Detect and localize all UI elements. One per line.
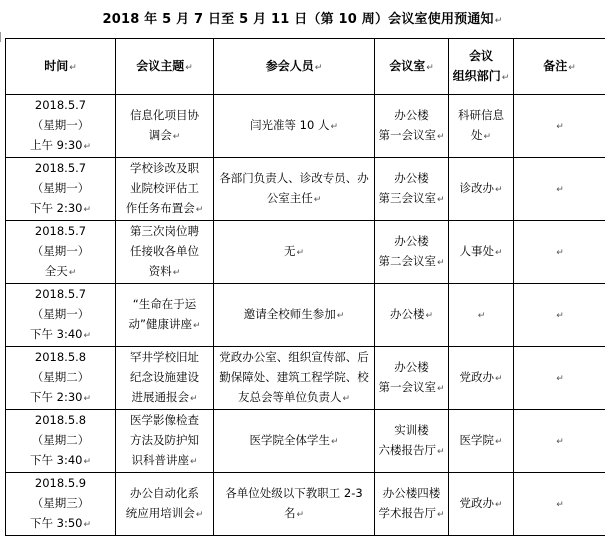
paragraph-mark: ↵ xyxy=(495,185,503,195)
cell-line xyxy=(214,503,374,525)
cell-attendees xyxy=(214,158,375,221)
cell-text: （星期一） xyxy=(32,307,90,321)
cell-note xyxy=(514,473,605,536)
cell-line xyxy=(449,493,513,515)
cell-organizer xyxy=(449,347,514,410)
cell-text: 科研信息 xyxy=(458,108,504,122)
cell-organizer xyxy=(449,284,514,347)
cell-line xyxy=(6,410,115,430)
cell-line xyxy=(375,231,448,251)
paragraph-mark: ↵ xyxy=(495,16,503,26)
paragraph-mark: ↵ xyxy=(193,321,201,331)
cell-line xyxy=(6,261,115,283)
table-body xyxy=(6,95,605,536)
cell-text: 组织部门 xyxy=(453,69,501,83)
cell-line xyxy=(449,66,513,88)
cell-text: 各单位处级以下教职工 2-3 xyxy=(225,486,362,500)
cell-text: 2018.5.7 xyxy=(35,161,86,175)
cell-line xyxy=(514,430,605,452)
cell-line xyxy=(214,188,374,210)
cell-room xyxy=(375,410,449,473)
cell-text: 学校诊改及职 xyxy=(130,161,199,175)
cell-line xyxy=(214,347,374,367)
table-row xyxy=(6,158,605,221)
cell-text: （星期一） xyxy=(32,118,90,132)
cell-line xyxy=(6,178,115,198)
paragraph-mark: ↵ xyxy=(190,457,198,467)
cell-text: 党政办 xyxy=(459,370,494,384)
paragraph-mark: ↵ xyxy=(478,311,486,321)
cell-line xyxy=(375,168,448,188)
cell-line xyxy=(214,56,374,78)
cell-line xyxy=(214,168,374,188)
cell-organizer xyxy=(449,410,514,473)
cell-text: （星期三） xyxy=(32,496,90,510)
cell-room xyxy=(375,284,449,347)
paragraph-mark: ↵ xyxy=(495,500,503,510)
cell-text: 处 xyxy=(471,128,483,142)
cell-topic xyxy=(116,473,214,536)
cell-line xyxy=(214,483,374,503)
cell-text: 下午 3:40 xyxy=(30,327,82,341)
paragraph-mark: ↵ xyxy=(69,63,77,73)
cell-organizer xyxy=(449,95,514,158)
cell-line xyxy=(375,304,448,326)
cell-line xyxy=(6,95,115,115)
cell-line xyxy=(214,367,374,387)
cell-text: 闫光准等 10 人 xyxy=(250,118,329,132)
paragraph-mark: ↵ xyxy=(483,132,491,142)
cell-text: 邀请全校师生参加 xyxy=(244,307,336,321)
cell-line xyxy=(6,324,115,346)
paragraph-mark: ↵ xyxy=(556,311,564,321)
cell-line xyxy=(375,483,448,503)
header-topic xyxy=(116,39,214,95)
cell-line xyxy=(116,450,213,472)
header-attendees xyxy=(214,39,375,95)
paragraph-mark: ↵ xyxy=(556,122,564,132)
paragraph-mark: ↵ xyxy=(314,195,322,205)
cell-text: 业院校评估工 xyxy=(130,181,199,195)
cell-text: 任接收各单位 xyxy=(130,244,199,258)
cell-topic xyxy=(116,284,214,347)
cell-attendees xyxy=(214,347,375,410)
cell-text: 方法及防护知 xyxy=(130,433,199,447)
cell-line xyxy=(514,304,605,326)
paragraph-mark: ↵ xyxy=(173,268,181,278)
cell-text: 2018.5.7 xyxy=(35,98,86,112)
cell-line xyxy=(214,387,374,409)
cell-text: 人事处 xyxy=(459,244,494,258)
cell-line xyxy=(116,261,213,283)
cell-text: 识科普讲座 xyxy=(131,453,189,467)
cell-note xyxy=(514,221,605,284)
cell-line xyxy=(6,284,115,304)
paragraph-mark: ↵ xyxy=(437,447,445,457)
paragraph-mark: ↵ xyxy=(337,311,345,321)
cell-text: 办公楼 xyxy=(394,171,429,185)
paragraph-mark: ↵ xyxy=(556,248,564,258)
cell-time xyxy=(6,221,116,284)
cell-line xyxy=(375,420,448,440)
cell-line xyxy=(116,314,213,336)
cell-text: 资料 xyxy=(149,264,172,278)
cell-time xyxy=(6,284,116,347)
cell-text: 统应用培训会 xyxy=(126,506,195,520)
cell-time xyxy=(6,95,116,158)
cell-text: 办公楼四楼 xyxy=(383,486,441,500)
cell-line xyxy=(6,158,115,178)
paragraph-mark: ↵ xyxy=(495,437,503,447)
cell-line xyxy=(375,357,448,377)
cell-text: 罕井学校旧址 xyxy=(130,350,199,364)
cell-line xyxy=(116,221,213,241)
cell-text: 办公楼 xyxy=(394,360,429,374)
paragraph-mark: ↵ xyxy=(83,520,91,530)
cell-line xyxy=(6,198,115,220)
cell-line xyxy=(6,115,115,135)
table-row xyxy=(6,347,605,410)
cell-line xyxy=(6,221,115,241)
cell-text: 2018.5.8 xyxy=(35,350,86,364)
header-organizer xyxy=(449,39,514,95)
paragraph-mark: ↵ xyxy=(495,374,503,384)
cell-line xyxy=(116,294,213,314)
cell-line xyxy=(6,430,115,450)
cell-text: 办公楼 xyxy=(390,307,425,321)
cell-text: 动”健康讲座 xyxy=(128,317,191,331)
cell-topic xyxy=(116,347,214,410)
paragraph-mark: ↵ xyxy=(437,132,445,142)
cell-text: 参会人员 xyxy=(266,59,314,73)
cell-text: 党政办公室、组织宣传部、后 xyxy=(219,350,369,364)
cell-attendees xyxy=(214,95,375,158)
cell-line xyxy=(449,125,513,147)
cell-text: 各部门负责人、诊改专员、办 xyxy=(219,171,369,185)
document-title xyxy=(0,8,605,27)
page-margin-marker xyxy=(0,32,2,42)
cell-time xyxy=(6,473,116,536)
paragraph-mark: ↵ xyxy=(190,394,198,404)
cell-note xyxy=(514,410,605,473)
cell-text: 实训楼 xyxy=(394,423,429,437)
table-row xyxy=(6,221,605,284)
cell-text: 作任务布置会 xyxy=(126,201,195,215)
cell-line xyxy=(449,46,513,66)
cell-text: 六楼报告厅 xyxy=(378,443,436,457)
paragraph-mark: ↵ xyxy=(83,331,91,341)
cell-attendees xyxy=(214,473,375,536)
cell-text: （星期一） xyxy=(32,181,90,195)
cell-line xyxy=(116,105,213,125)
cell-text: 勤保障处、建筑工程学院、校 xyxy=(219,370,369,384)
cell-text: 友总会等单位负责人 xyxy=(238,390,342,404)
paragraph-mark: ↵ xyxy=(342,394,350,404)
paragraph-mark: ↵ xyxy=(437,195,445,205)
cell-line xyxy=(375,251,448,273)
cell-text: 第二会议室 xyxy=(378,254,436,268)
meeting-room-schedule-table xyxy=(5,38,605,536)
cell-text: 第一会议室 xyxy=(378,128,436,142)
paragraph-mark: ↵ xyxy=(425,311,433,321)
cell-line xyxy=(375,105,448,125)
cell-line xyxy=(116,410,213,430)
table-row xyxy=(6,95,605,158)
cell-line xyxy=(514,367,605,389)
cell-time xyxy=(6,347,116,410)
paragraph-mark: ↵ xyxy=(502,73,510,83)
cell-room xyxy=(375,347,449,410)
cell-note xyxy=(514,95,605,158)
paragraph-mark: ↵ xyxy=(196,510,204,520)
paragraph-mark: ↵ xyxy=(83,394,91,404)
cell-text: 第三会议室 xyxy=(378,191,436,205)
cell-text: 纪念设施建设 xyxy=(130,370,199,384)
cell-line xyxy=(116,178,213,198)
cell-text: 2018.5.9 xyxy=(35,476,86,490)
cell-time xyxy=(6,410,116,473)
cell-line xyxy=(449,178,513,200)
paragraph-mark: ↵ xyxy=(196,205,204,215)
cell-text: （星期二） xyxy=(32,433,90,447)
cell-line xyxy=(214,241,374,263)
paragraph-mark: ↵ xyxy=(83,142,91,152)
cell-text: “生命在于运 xyxy=(133,297,196,311)
cell-text: 下午 3:50 xyxy=(30,516,82,530)
cell-line xyxy=(6,56,115,78)
paragraph-mark: ↵ xyxy=(185,63,193,73)
cell-topic xyxy=(116,95,214,158)
cell-line xyxy=(449,304,513,326)
cell-text: 第一会议室 xyxy=(378,380,436,394)
cell-text: 党政办 xyxy=(459,496,494,510)
paragraph-mark: ↵ xyxy=(556,437,564,447)
cell-line xyxy=(449,430,513,452)
cell-line xyxy=(214,115,374,137)
paragraph-mark: ↵ xyxy=(330,122,338,132)
paragraph-mark: ↵ xyxy=(568,63,576,73)
cell-text: 下午 2:30 xyxy=(30,390,82,404)
cell-text: 医学影像检查 xyxy=(130,413,199,427)
cell-text: 无 xyxy=(284,244,296,258)
cell-time xyxy=(6,158,116,221)
cell-text: 2018.5.8 xyxy=(35,413,86,427)
paragraph-mark: ↵ xyxy=(83,457,91,467)
header-note xyxy=(514,39,605,95)
paragraph-mark: ↵ xyxy=(437,510,445,520)
cell-line xyxy=(116,430,213,450)
paragraph-mark: ↵ xyxy=(296,248,304,258)
paragraph-mark: ↵ xyxy=(331,437,339,447)
cell-attendees xyxy=(214,410,375,473)
table-row xyxy=(6,410,605,473)
cell-line xyxy=(6,135,115,157)
cell-note xyxy=(514,284,605,347)
cell-text: 医学院全体学生 xyxy=(249,433,330,447)
cell-line xyxy=(375,440,448,462)
cell-line xyxy=(6,513,115,535)
paragraph-mark: ↵ xyxy=(173,132,181,142)
cell-text: 第三次岗位聘 xyxy=(130,224,199,238)
title-text: 2018 年 5 月 7 日至 5 月 11 日（第 10 周）会议室使用预通知 xyxy=(102,12,493,27)
cell-topic xyxy=(116,158,214,221)
paragraph-mark: ↵ xyxy=(437,384,445,394)
cell-line xyxy=(116,125,213,147)
paragraph-mark: ↵ xyxy=(83,205,91,215)
cell-line xyxy=(6,473,115,493)
cell-line xyxy=(514,115,605,137)
cell-line xyxy=(214,430,374,452)
cell-line xyxy=(116,241,213,261)
cell-line xyxy=(375,125,448,147)
cell-text: 下午 3:40 xyxy=(30,453,82,467)
paragraph-mark: ↵ xyxy=(437,258,445,268)
cell-line xyxy=(514,493,605,515)
cell-text: 上午 9:30 xyxy=(30,138,82,152)
cell-line xyxy=(6,387,115,409)
paragraph-mark: ↵ xyxy=(556,185,564,195)
cell-line xyxy=(6,493,115,513)
cell-room xyxy=(375,221,449,284)
cell-line xyxy=(116,387,213,409)
cell-text: 会议室 xyxy=(389,59,425,73)
table-header-row xyxy=(6,39,605,95)
cell-text: 2018.5.7 xyxy=(35,224,86,238)
table-row xyxy=(6,473,605,536)
cell-text: 备注 xyxy=(543,59,567,73)
cell-room xyxy=(375,95,449,158)
cell-line xyxy=(6,347,115,367)
cell-organizer xyxy=(449,158,514,221)
cell-text: （星期一） xyxy=(32,244,90,258)
cell-text: 下午 2:30 xyxy=(30,201,82,215)
header-time xyxy=(6,39,116,95)
cell-line xyxy=(214,304,374,326)
cell-text: 进展通报会 xyxy=(131,390,189,404)
cell-room xyxy=(375,473,449,536)
cell-text: 办公楼 xyxy=(394,234,429,248)
table-row xyxy=(6,284,605,347)
cell-line xyxy=(375,503,448,525)
cell-text: （星期二） xyxy=(32,370,90,384)
cell-text: 办公自动化系 xyxy=(130,486,199,500)
cell-line xyxy=(116,158,213,178)
cell-topic xyxy=(116,221,214,284)
cell-text: 信息化项目协 xyxy=(130,108,199,122)
cell-line xyxy=(449,241,513,263)
cell-line xyxy=(116,367,213,387)
cell-note xyxy=(514,158,605,221)
paragraph-mark: ↵ xyxy=(495,248,503,258)
cell-text: 办公楼 xyxy=(394,108,429,122)
paragraph-mark: ↵ xyxy=(426,63,434,73)
cell-note xyxy=(514,347,605,410)
cell-text: 名 xyxy=(284,506,296,520)
cell-line xyxy=(6,304,115,324)
cell-line xyxy=(116,198,213,220)
paragraph-mark: ↵ xyxy=(296,510,304,520)
cell-line xyxy=(375,188,448,210)
cell-line xyxy=(116,503,213,525)
cell-text: 时间 xyxy=(44,59,68,73)
header-room xyxy=(375,39,449,95)
cell-attendees xyxy=(214,221,375,284)
cell-text: 全天 xyxy=(45,264,68,278)
cell-line xyxy=(375,377,448,399)
cell-line xyxy=(116,483,213,503)
cell-line xyxy=(449,105,513,125)
paragraph-mark: ↵ xyxy=(556,374,564,384)
cell-text: 医学院 xyxy=(459,433,494,447)
cell-organizer xyxy=(449,221,514,284)
cell-text: 公室主任 xyxy=(267,191,313,205)
cell-line xyxy=(6,367,115,387)
cell-text: 会议 xyxy=(469,49,493,63)
paragraph-mark: ↵ xyxy=(69,268,77,278)
cell-line xyxy=(514,241,605,263)
paragraph-mark: ↵ xyxy=(556,500,564,510)
cell-line xyxy=(514,178,605,200)
cell-line xyxy=(514,56,605,78)
cell-line xyxy=(6,450,115,472)
cell-line xyxy=(116,56,213,78)
cell-text: 学术报告厅 xyxy=(378,506,436,520)
cell-text: 会议主题 xyxy=(136,59,184,73)
cell-room xyxy=(375,158,449,221)
cell-line xyxy=(116,347,213,367)
cell-attendees xyxy=(214,284,375,347)
paragraph-mark: ↵ xyxy=(315,63,323,73)
cell-line xyxy=(375,56,448,78)
cell-organizer xyxy=(449,473,514,536)
cell-text: 2018.5.7 xyxy=(35,287,86,301)
cell-topic xyxy=(116,410,214,473)
cell-text: 调会 xyxy=(149,128,172,142)
cell-line xyxy=(6,241,115,261)
cell-line xyxy=(449,367,513,389)
cell-text: 诊改办 xyxy=(459,181,494,195)
